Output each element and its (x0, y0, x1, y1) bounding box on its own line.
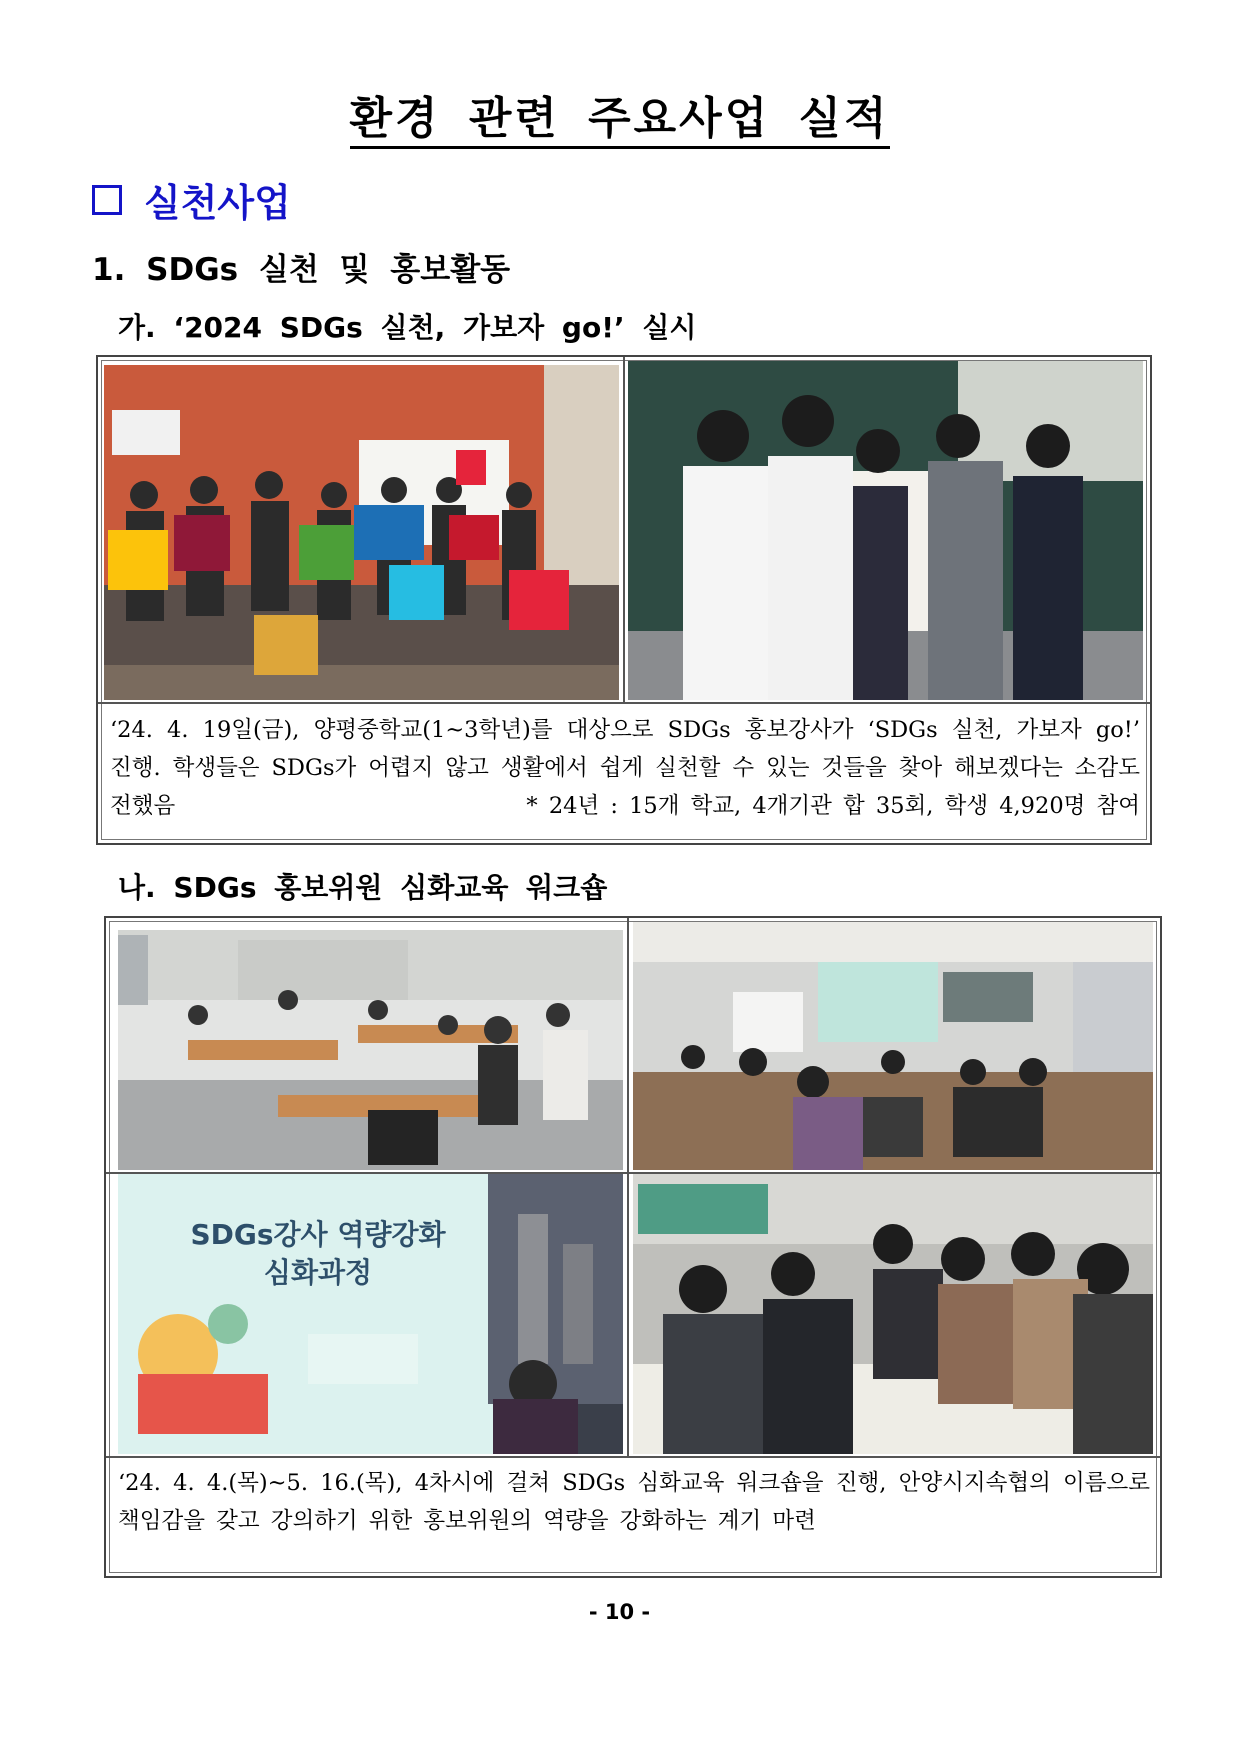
caption-a-main: ‘24. 4. 19일(금), 양평중학교(1~3학년)를 대상으로 SDGs 홍보강사가 ‘SDGs 실천, 가보자 go!’ 진행. 학생들은 SDGs가 어렵지 않고 생활에서 쉽게 실천할 수 있는 것들을 찾아 해보겠다는 소감도 전했음 (110, 717, 1140, 819)
photo-table-a (96, 355, 1152, 845)
row-divider (106, 1456, 1160, 1458)
cell-divider (627, 918, 629, 1173)
photo-workshop-tables (118, 930, 623, 1170)
photo-group-with-sdg-cards (104, 365, 619, 700)
photo-lecture-room (633, 922, 1153, 1170)
caption-a (110, 711, 1140, 825)
section-heading (92, 172, 291, 227)
slide-title-line2: 심화과정 (263, 1256, 373, 1289)
subheading-b: 나. SDGs 홍보위원 심화교육 워크숍 (118, 871, 608, 904)
caption-b: ‘24. 4. 4.(목)~5. 16.(목), 4차시에 걸쳐 SDGs 심화교육 워크숍을 진행, 안양시지속협의 이름으로 책임감을 갖고 강의하기 위한 홍보위원의 역량을 강화하는 계기 마련 (118, 1470, 1150, 1534)
slide-title-line1: SDGs강사 역량강화 (190, 1218, 446, 1251)
subheading-a: 가. ‘2024 SDGs 실천, 가보자 go!’ 실시 (118, 311, 697, 344)
cell-divider (627, 1172, 629, 1456)
checkbox-icon (92, 185, 122, 215)
photo-students-presenting (628, 361, 1143, 700)
heading-1: 1. SDGs 실천 및 홍보활동 (92, 252, 511, 288)
photo-table-b (104, 916, 1162, 1578)
page-number: - 10 - (588, 1600, 651, 1624)
cell-divider (623, 357, 625, 702)
photo-slide-presentation (118, 1174, 623, 1454)
row-divider (98, 702, 1150, 704)
section-heading-label: 실천사업 (144, 181, 291, 225)
page-title: 환경 관련 주요사업 실적 (0, 82, 1239, 146)
caption-a-note: * 24년 : 15개 학교, 4개기관 합 35회, 학생 4,920명 참여 (526, 793, 1140, 819)
photo-group-discussion (633, 1174, 1153, 1454)
